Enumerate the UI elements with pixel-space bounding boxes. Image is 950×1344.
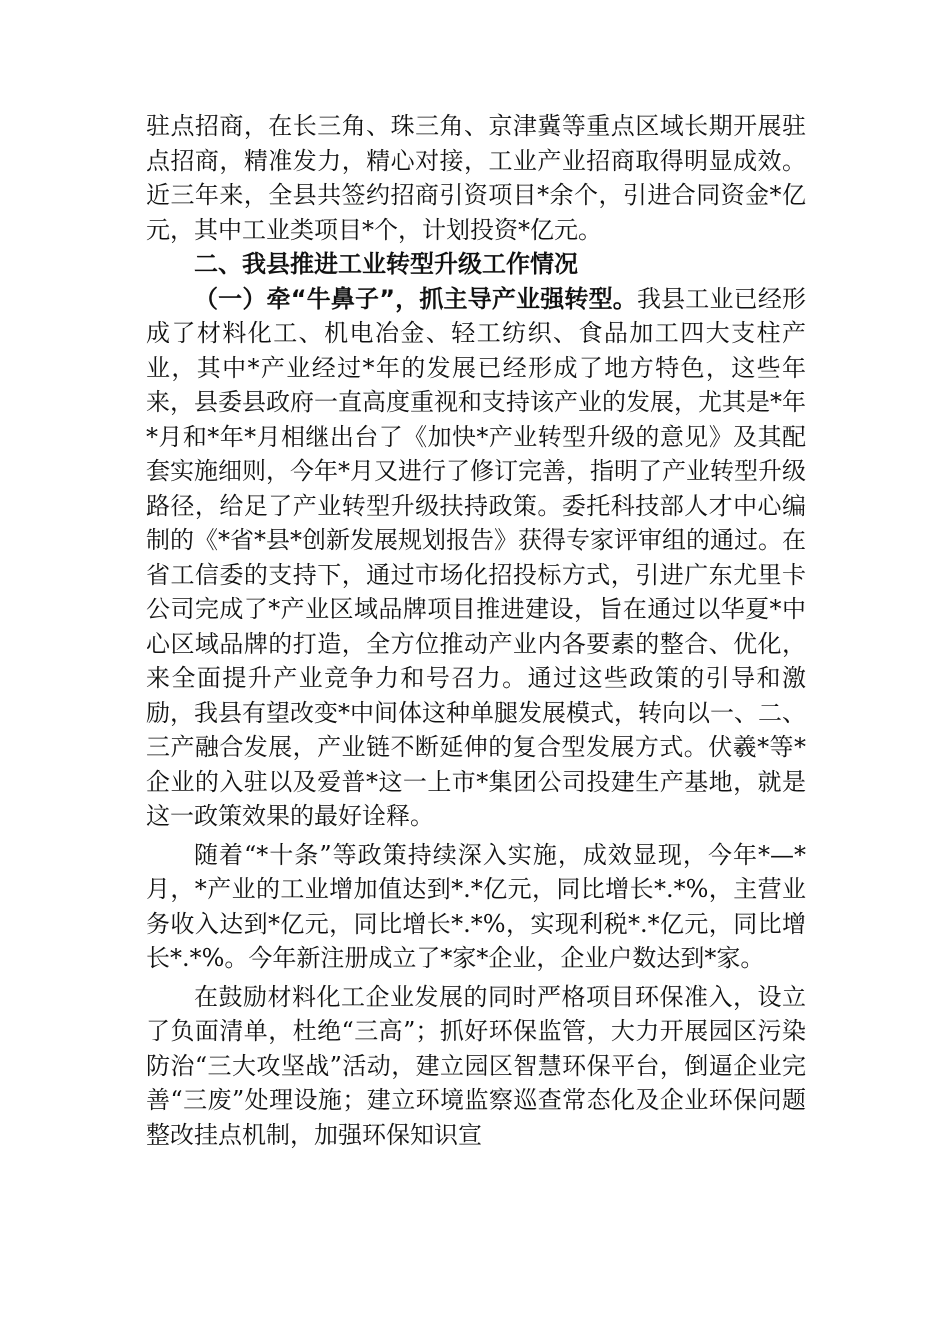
paragraph-results: 随着“*十条”等政策持续深入实施，成效显现，今年*—*月，*产业的工业增加值达到*.*亿元，同比增长*.*%，主营业务收入达到*亿元，同比增长*.*%，实现利税*.*亿元，同比增长*.*%。今年新注册成立了*家*企业，企业户数达到*家。: [146, 840, 806, 972]
paragraph-industry: [146, 282, 806, 834]
section-heading: 二、我县推进工业转型升级工作情况: [194, 250, 578, 278]
document-page: [146, 109, 806, 1152]
subsection-body: 我县工业已经形成了材料化工、机电冶金、轻工纺织、食品加工四大支柱产业，其中*产业经过*年的发展已经形成了地方特色，这些年来，县委县政府一直高度重视和支持该产业的发展，尤其是*年*月和*年*月相继出台了《加快*产业转型升级的意见》及其配套实施细则，今年*月又进行了修订完善，指明了产业转型升级路径，给足了产业转型升级扶持政策。委托科技部人才中心编制的《*省*县*创新发展规划报告》获得专家评审组的通过。在省工信委的支持下，通过市场化招投标方式，引进广东尤里卡公司完成了*产业区域品牌项目推进建设，旨在通过以华夏*中心区域品牌的打造，全方位推动产业内各要素的整合、优化，来全面提升产业竞争力和号召力。通过这些政策的引导和激励，我县有望改变*中间体这种单腿发展模式，转向以一、二、三产融合发展，产业链不断延伸的复合型发展方式。伏羲*等*企业的入驻以及爱普*这一上市*集团公司投建生产基地，就是这一政策效果的最好诠释。: [146, 284, 807, 830]
subsection-heading: （一）牵“牛鼻子”，抓主导产业强转型。: [194, 284, 637, 313]
paragraph-environment: 在鼓励材料化工企业发展的同时严格项目环保准入，设立了负面清单，杜绝“三高”；抓好环保监管，大力开展园区污染防治“三大攻坚战”活动，建立园区智慧环保平台，倒逼企业完善“三废”处理设施；建立环境监察巡查常态化及企业环保问题整改挂点机制，加强环保知识宣: [146, 982, 806, 1149]
paragraph-investment: 驻点招商，在长三角、珠三角、京津冀等重点区域长期开展驻点招商，精准发力，精心对接，工业产业招商取得明显成效。近三年来，全县共签约招商引资项目*余个，引进合同资金*亿元，其中工业类项目*个，计划投资*亿元。: [146, 112, 806, 244]
